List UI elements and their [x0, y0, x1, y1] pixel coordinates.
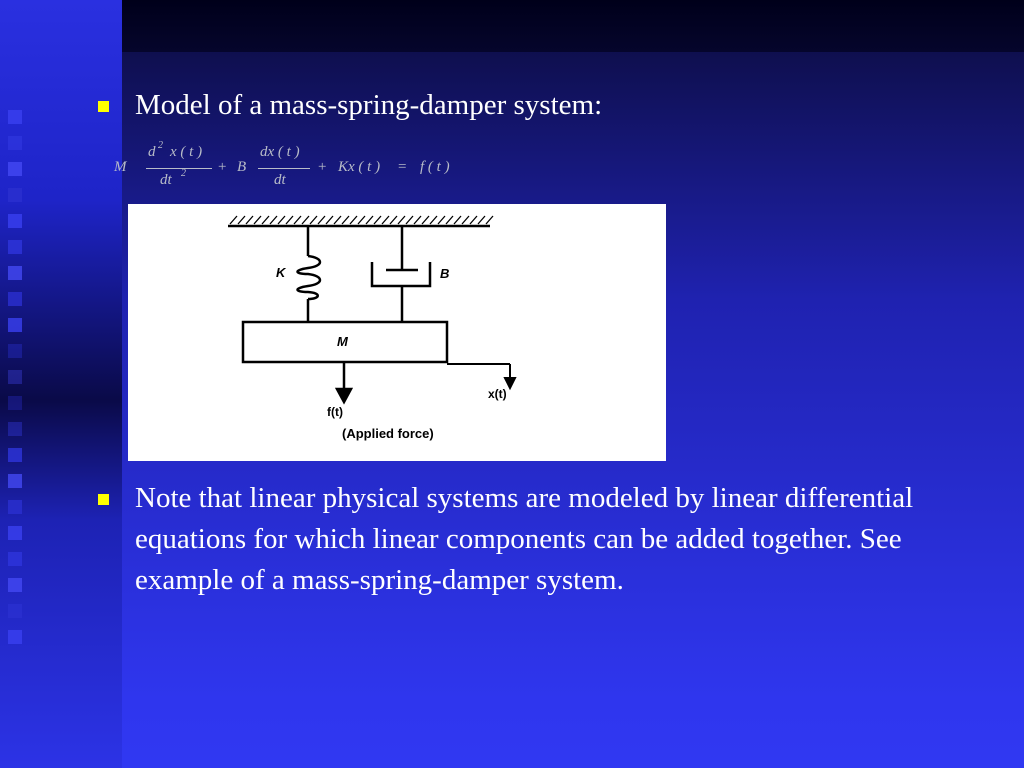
decorative-square — [8, 266, 22, 280]
title-band — [122, 0, 1024, 52]
ceiling-hatch — [230, 216, 493, 224]
equation — [108, 140, 478, 200]
hatch-mark — [374, 216, 381, 224]
force-label: f(t) — [327, 405, 343, 419]
hatch-mark — [438, 216, 445, 224]
hatch-mark — [462, 216, 469, 224]
hatch-mark — [390, 216, 397, 224]
figure-svg — [128, 204, 666, 461]
decorative-square — [8, 448, 22, 462]
hatch-mark — [382, 216, 389, 224]
hatch-mark — [318, 216, 325, 224]
hatch-mark — [486, 216, 493, 224]
decorative-square — [8, 188, 22, 202]
decorative-square — [8, 110, 22, 124]
hatch-mark — [366, 216, 373, 224]
decorative-square — [8, 344, 22, 358]
hatch-mark — [406, 216, 413, 224]
hatch-mark — [230, 216, 237, 224]
eq-d2-den-sup: 2 — [181, 168, 186, 179]
eq-d2-sup: 2 — [158, 140, 163, 151]
eq-B: B — [237, 159, 247, 175]
hatch-mark — [270, 216, 277, 224]
decorative-square — [8, 240, 22, 254]
hatch-mark — [294, 216, 301, 224]
hatch-mark — [286, 216, 293, 224]
decorative-square — [8, 292, 22, 306]
hatch-mark — [430, 216, 437, 224]
decorative-square — [8, 318, 22, 332]
decorative-square — [8, 526, 22, 540]
decorative-square — [8, 578, 22, 592]
eq-plus-1: + — [218, 159, 227, 175]
spring-label: K — [276, 265, 286, 280]
eq-dx-num: dx ( t ) — [260, 144, 300, 160]
decorative-square — [8, 474, 22, 488]
hatch-mark — [358, 216, 365, 224]
hatch-mark — [470, 216, 477, 224]
spring — [298, 226, 321, 322]
force-caption: (Applied force) — [342, 426, 434, 441]
bullet-marker-2 — [98, 494, 109, 505]
decorative-square — [8, 630, 22, 644]
hatch-mark — [422, 216, 429, 224]
eq-d2-rest: x ( t ) — [170, 144, 203, 160]
decorative-square — [8, 552, 22, 566]
decorative-square — [8, 396, 22, 410]
damper — [372, 226, 430, 322]
decorative-square — [8, 136, 22, 150]
hatch-mark — [254, 216, 261, 224]
decorative-squares — [8, 110, 28, 656]
eq-plus-2: + — [318, 159, 327, 175]
eq-M: M — [114, 159, 127, 175]
mass-label: M — [337, 334, 348, 349]
frac-line-1 — [146, 168, 212, 169]
hatch-mark — [326, 216, 333, 224]
eq-d2-den: dt — [160, 172, 172, 188]
decorative-square — [8, 370, 22, 384]
damper-label: B — [440, 266, 450, 281]
eq-Kx: Kx ( t ) — [338, 159, 381, 175]
hatch-mark — [478, 216, 485, 224]
displacement-label: x(t) — [488, 387, 507, 401]
frac-line-2 — [258, 168, 310, 169]
hatch-mark — [350, 216, 357, 224]
hatch-mark — [446, 216, 453, 224]
decorative-square — [8, 604, 22, 618]
hatch-mark — [342, 216, 349, 224]
hatch-mark — [246, 216, 253, 224]
left-decorative-strip — [0, 0, 122, 768]
bullet-text-1: Model of a mass-spring-damper system: — [135, 89, 603, 121]
hatch-mark — [278, 216, 285, 224]
hatch-mark — [454, 216, 461, 224]
hatch-mark — [262, 216, 269, 224]
decorative-square — [8, 162, 22, 176]
eq-d2-d: d — [148, 144, 156, 160]
hatch-mark — [310, 216, 317, 224]
eq-f-of-t: f ( t ) — [420, 159, 450, 175]
hatch-mark — [334, 216, 341, 224]
force-arrow — [337, 362, 351, 402]
hatch-mark — [414, 216, 421, 224]
hatch-mark — [302, 216, 309, 224]
decorative-square — [8, 422, 22, 436]
decorative-square — [8, 214, 22, 228]
hatch-mark — [238, 216, 245, 224]
eq-equals: = — [398, 159, 407, 175]
displacement-arrow — [447, 364, 515, 388]
hatch-mark — [398, 216, 405, 224]
bullet-marker-1 — [98, 101, 109, 112]
eq-dx-den: dt — [274, 172, 286, 188]
bullet-text-2: Note that linear physical systems are modeled by linear differential equations for which linear components can be added together. See example of a mass-spring-damper system. — [135, 482, 914, 596]
decorative-square — [8, 500, 22, 514]
mass-spring-damper-figure — [128, 204, 666, 461]
